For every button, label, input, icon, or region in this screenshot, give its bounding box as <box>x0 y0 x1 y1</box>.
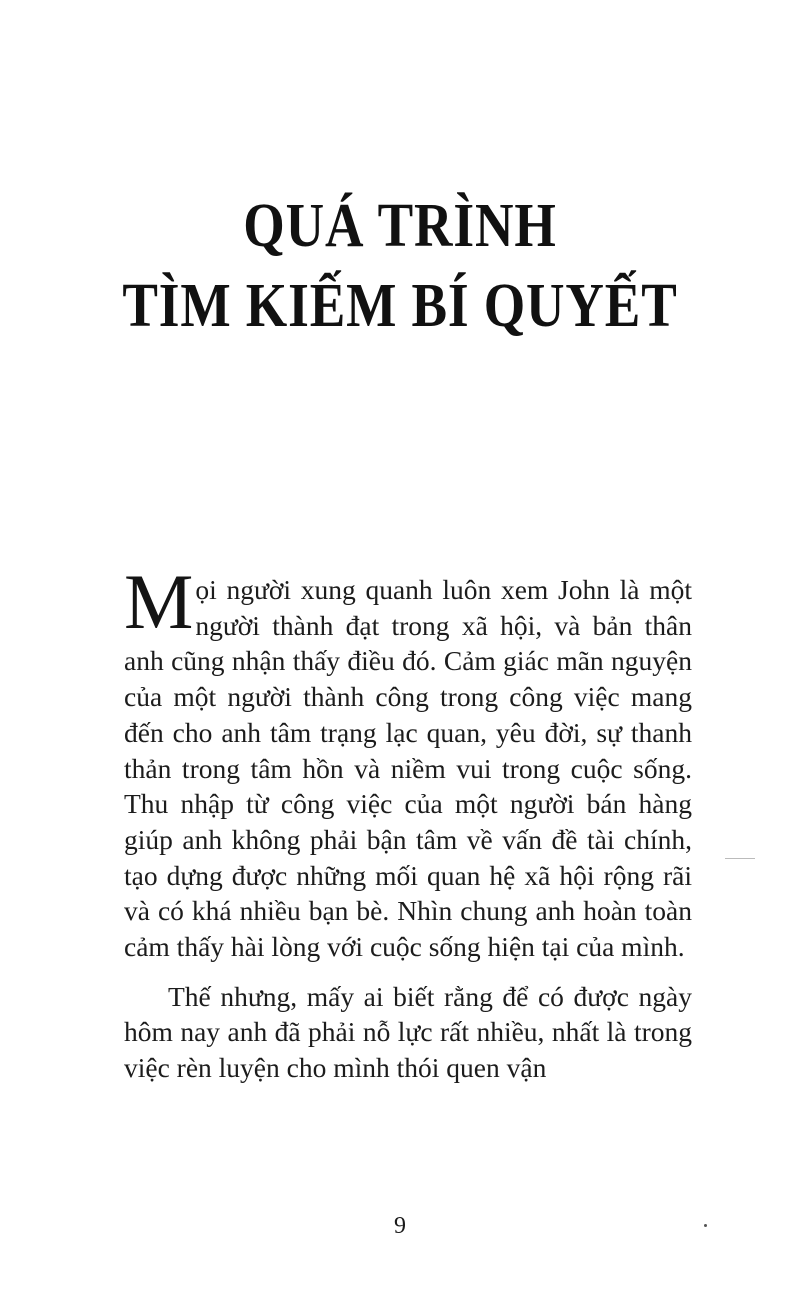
chapter-title-line-2: TÌM KIẾM BÍ QUYẾT <box>122 272 678 340</box>
print-speck <box>725 858 755 859</box>
chapter-title-line-1: QUÁ TRÌNH <box>243 192 557 260</box>
page-number: 9 <box>394 1213 406 1239</box>
drop-cap: M <box>124 558 194 645</box>
print-speck <box>704 1224 707 1227</box>
paragraph-1 <box>124 558 692 965</box>
paragraph-2: Thế nhưng, mấy ai biết rằng để có được ngày hôm nay anh đã phải nỗ lực rất nhiều, nhất là trong việc rèn luyện cho mình thói quen vận <box>124 980 692 1084</box>
body-text <box>124 558 692 1086</box>
chapter-title <box>56 186 744 346</box>
paragraph-1-text: ọi người xung quanh luôn xem John là một người thành đạt trong xã hội, và bản thân anh cũng nhận thấy điều đó. Cảm giác mãn nguyện của một người thành công trong công việc mang đến cho anh tâm trạng lạc quan, yêu đời, sự thanh thản trong tâm hồn và niềm vui trong cuộc sống. Thu nhập từ công việc của một người bán hàng giúp anh không phải bận tâm về vấn đề tài chính, tạo dựng được những mối quan hệ xã hội rộng rãi và có khá nhiều bạn bè. Nhìn chung anh hoàn toàn cảm thấy hài lòng với cuộc sống hiện tại của mình. <box>124 574 692 963</box>
